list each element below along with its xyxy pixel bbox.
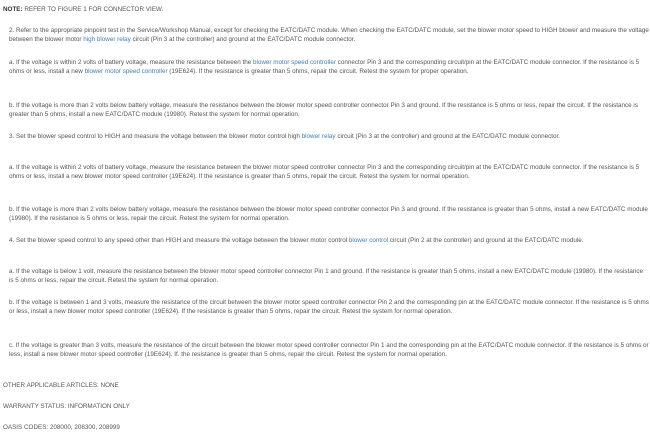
inline-link[interactable]: blower motor speed controller [84, 67, 168, 75]
step-text: connector Pin 3 and the corresponding circuit/pin at the EATC/DATC module connector. If the resistance is 5 ohms or less, install a new [9, 59, 640, 75]
step-text: a. If the voltage is within 2 volts of battery voltage, measure the resistance between the [9, 59, 253, 66]
step-text: a. If the voltage is below 1 volt, measure the resistance between the blower motor speed controller connector Pin 1 and ground. If the resistance is greater than 5 ohms, install a new EATC/DATC module (19980). If the resistance is 5 ohms or less, repair the circuit. Retest the system for normal operation. [9, 268, 643, 284]
step-2b [3, 102, 649, 119]
step-text: 4. Set the blower speed control to any speed other than HIGH and measure the voltage between the blower motor control [9, 237, 349, 244]
step-text: b. If the voltage is more than 2 volts below battery voltage, measure the resistance between the blower motor speed controller connector Pin 3 and ground. If the resistance is 5 ohms or less, repair the circuit. If the resistance is greater than 5 ohms, install a new EATC/DATC module (19980). Retest the system for normal operation. [9, 102, 638, 118]
warranty-status: WARRANTY STATUS: INFORMATION ONLY [3, 403, 130, 410]
inline-link[interactable]: blower relay [301, 133, 336, 140]
inline-link[interactable]: high blower relay [83, 35, 131, 43]
step-3a [3, 164, 649, 181]
step-3 [3, 133, 649, 142]
step-2a [3, 59, 649, 76]
other-articles: OTHER APPLICABLE ARTICLES: NONE [3, 382, 119, 389]
step-text: 2. Refer to the appropriate pinpoint test in the Service/Workshop Manual, except for checking the EATC/DATC module. When checking the EATC/DATC module, set the blower motor speed to HIGH blower and measure the voltage between the blower motor [9, 27, 649, 43]
inline-link[interactable]: blower motor speed controller [252, 59, 336, 66]
step-text: circuit (Pin 3 at the controller) and ground at the EATC/DATC module connector. [335, 133, 561, 140]
oasis-codes: OASIS CODES: 208000, 208300, 208999 [3, 424, 120, 431]
step-text: b. If the voltage is more than 2 volts below battery voltage, measure the resistance between the blower motor speed controller connector Pin 3 and ground. If the resistance is greater than 5 ohms, install a new EATC/DATC module (19980). If the resistance is 5 ohms or less, repair the circuit. Retest the system for normal operation. [9, 206, 648, 222]
step-text: (19E624). If the resistance is greater than 5 ohms, repair the circuit. Retest the system for proper operation. [167, 67, 469, 75]
step-4c [3, 342, 649, 359]
note-label: NOTE: [3, 6, 23, 13]
step-4a [3, 268, 649, 285]
step-text: 3. Set the blower speed control to HIGH and measure the voltage between the blower motor control high [9, 133, 302, 140]
step-text: a. If the voltage is within 2 volts of battery voltage, measure the resistance between the blower motor speed controller connector Pin 3 and the corresponding circuit/pin at the EATC/DATC module connector. If the resistance is 5 ohms or less, install a new blower motor speed controller (19E624). If the resistance is greater than 5 ohms, repair the circuit. Retest the system for normal operation. [9, 164, 640, 180]
step-4 [3, 237, 649, 246]
step-text: b. If the voltage is between 1 and 3 volts, measure the resistance of the circuit between the blower motor speed controller connector Pin 2 and the corresponding pin at the EATC/DATC module connector. If the resistance is 5 ohms or less, install a new blower motor speed controller (19E624). If the resistance is greater than 5 ohms, repair the circuit. Retest the system for normal operation. [9, 299, 649, 315]
note-text: REFER TO FIGURE 1 FOR CONNECTOR VIEW. [22, 6, 164, 13]
inline-link[interactable]: blower control [348, 237, 389, 244]
step-text: circuit (Pin 2 at the controller) and ground at the EATC/DATC module. [388, 237, 584, 244]
step-4b [3, 299, 649, 316]
step-text: c. If the voltage is greater than 3 volts, measure the resistance of the circuit between the blower motor speed controller connector Pin 1 and the corresponding pin at the EATC/DATC module connector. If the resistance is 5 ohms or less, install a new blower motor speed controller (19E624). If. the resistance is greater than 5 ohms, repair the circuit. Retest the system for normal operation. [9, 342, 649, 358]
note-line [3, 6, 643, 15]
step-3b [3, 206, 649, 223]
step-text: circuit (Pin 3 at the controller) and ground at the EATC/DATC module connector. [130, 35, 356, 43]
step-2 [3, 27, 649, 44]
